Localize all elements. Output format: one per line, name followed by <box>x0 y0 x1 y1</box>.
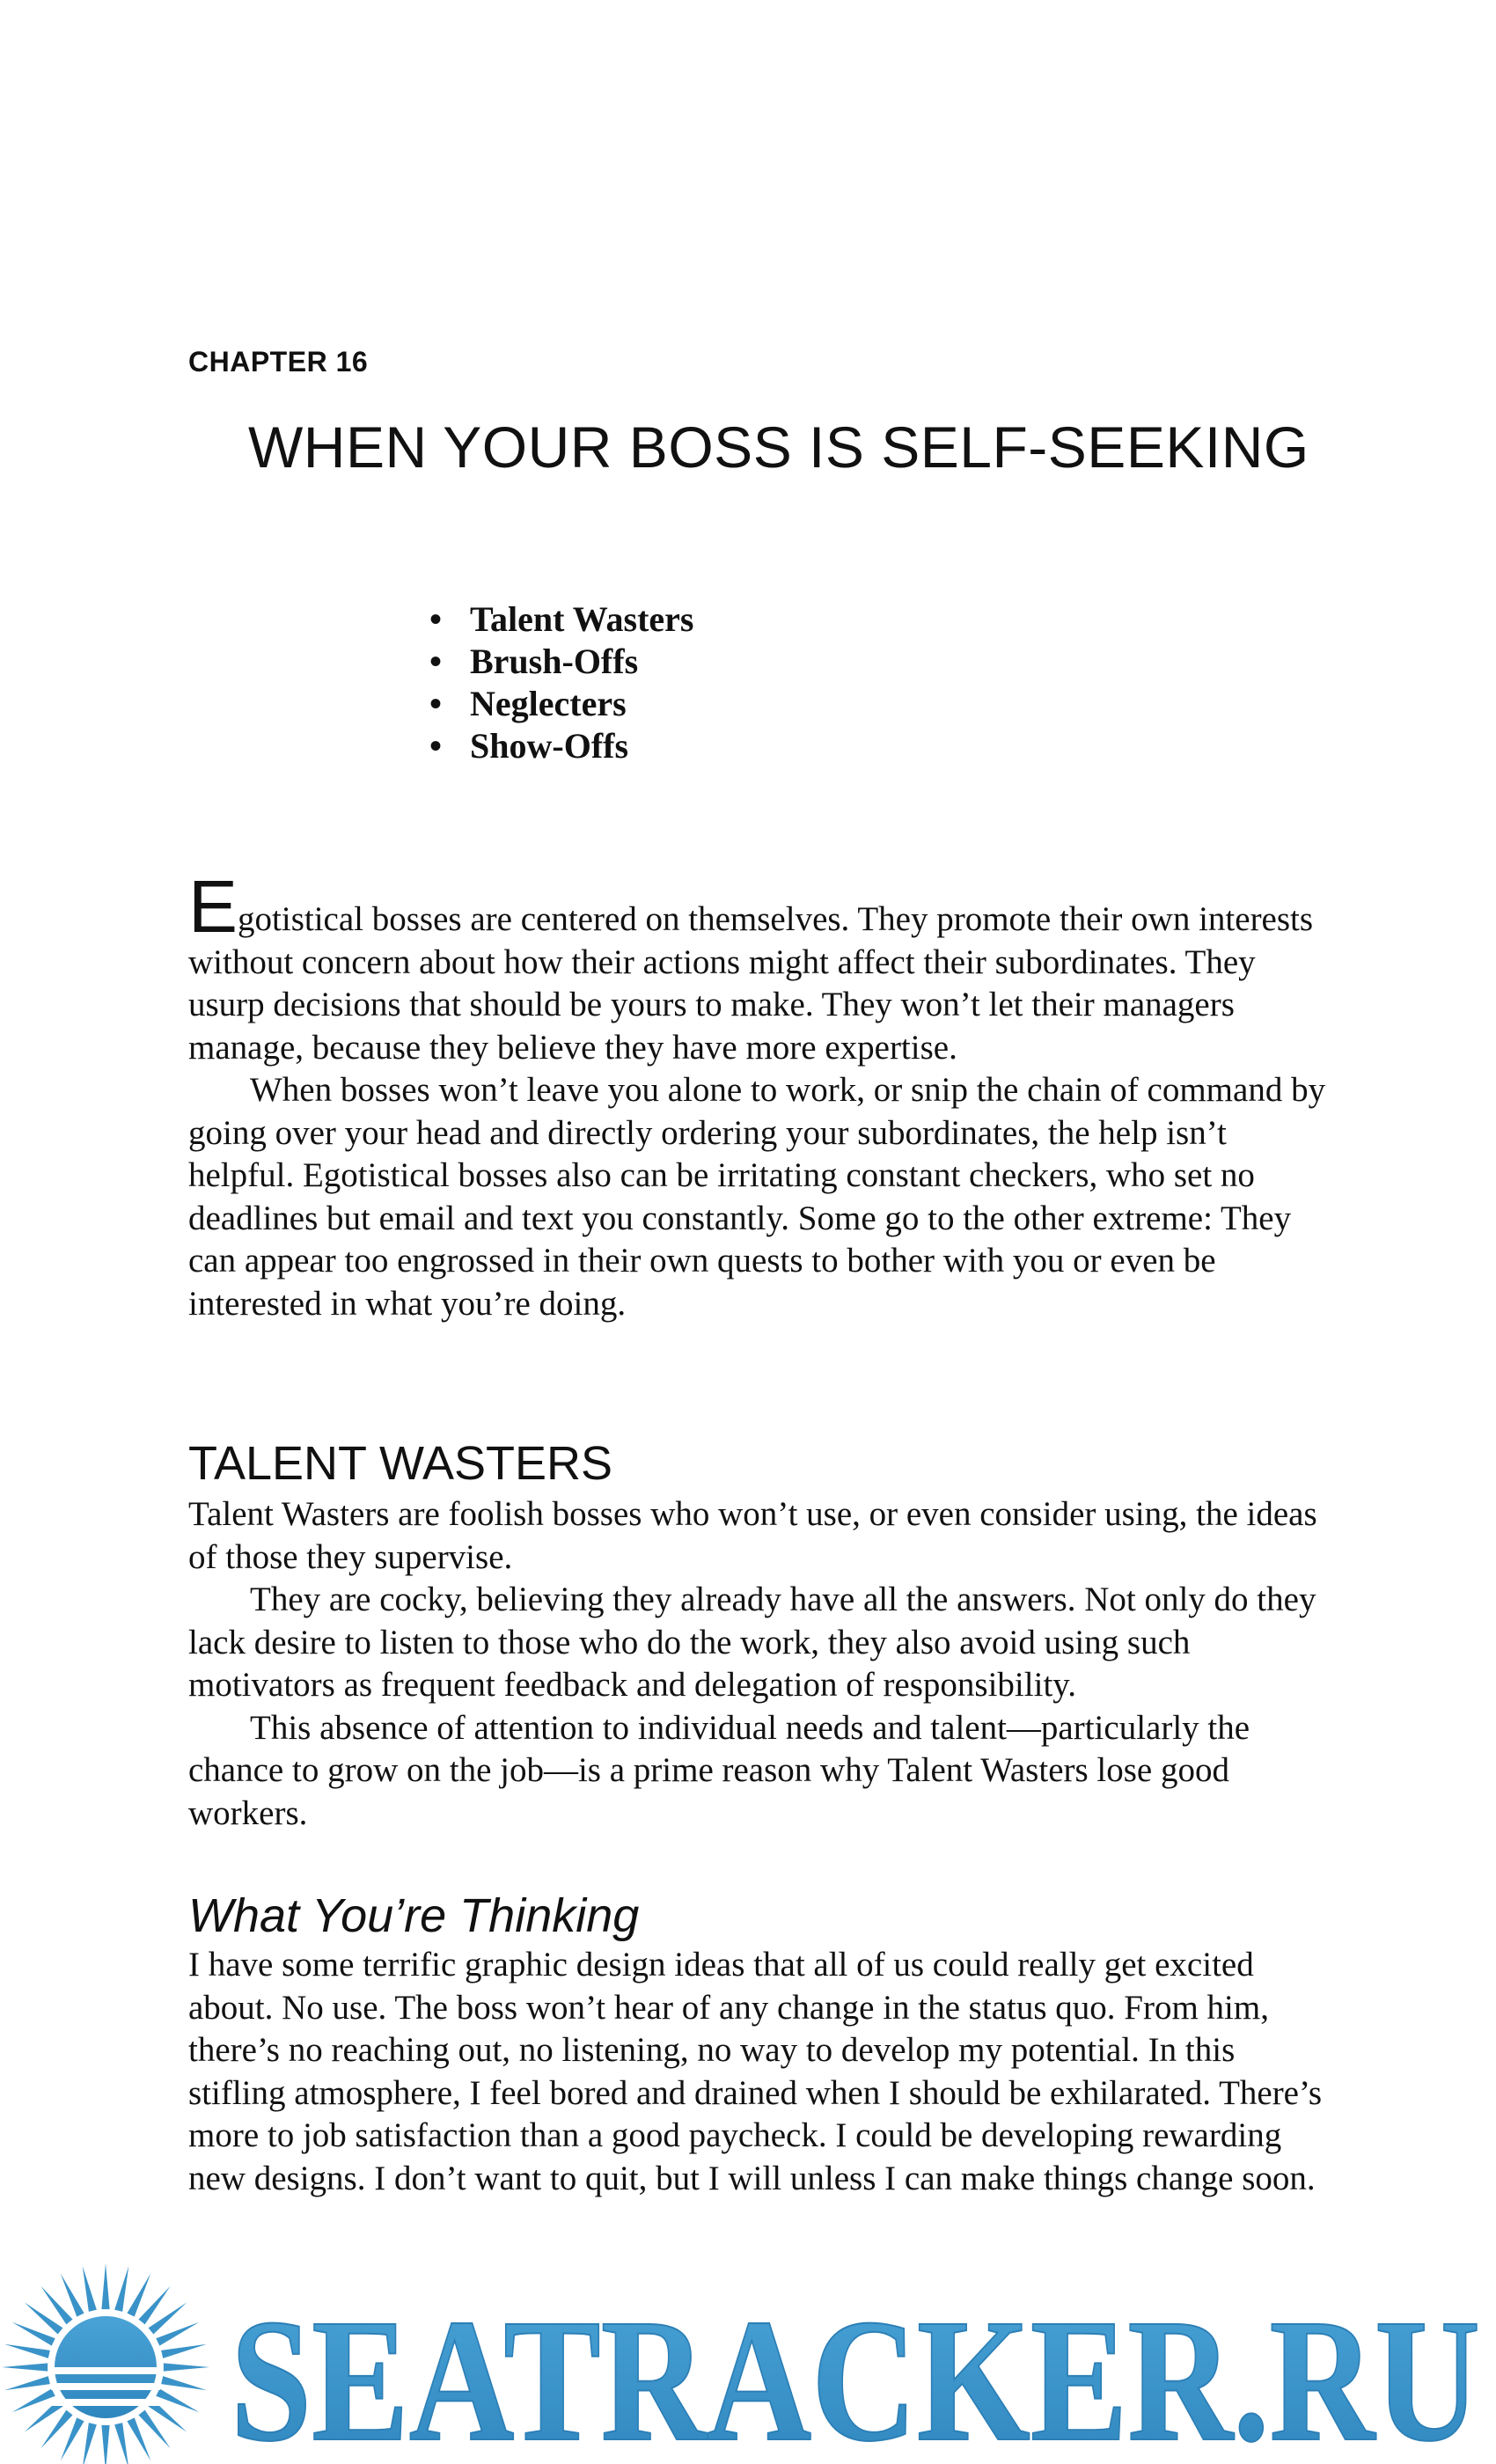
topic-label: Brush-Offs <box>470 642 639 681</box>
sun-ray <box>83 2266 97 2312</box>
watermark-text: SEATRACKER.RU <box>231 2284 1480 2464</box>
sun-ray <box>101 2263 109 2309</box>
topic-item <box>429 641 693 683</box>
topic-item <box>429 725 693 767</box>
section-heading-thinking: What You’re Thinking <box>188 1889 640 1942</box>
topic-label: Neglecters <box>470 684 627 723</box>
sun-ray <box>156 2322 199 2346</box>
bullet-icon: • <box>429 642 443 681</box>
sun-ray <box>61 2417 84 2460</box>
chapter-label: CHAPTER 16 <box>188 346 369 378</box>
topic-label: Show-Offs <box>470 726 629 766</box>
sun-ray <box>4 2344 50 2358</box>
sun-ray <box>127 2417 150 2460</box>
thinking-section <box>188 1944 1332 2200</box>
sun-icon <box>2 2263 209 2464</box>
sun-ray <box>161 2376 207 2390</box>
intro-paragraph <box>188 865 1332 1069</box>
intro-section <box>188 865 1332 1325</box>
sun-ray <box>127 2274 150 2317</box>
chapter-title: WHEN YOUR BOSS IS SELF-SEEKING <box>248 414 1309 480</box>
sun-ray <box>101 2425 109 2464</box>
bullet-icon: • <box>429 599 443 639</box>
thinking-paragraph: I have some terrific graphic design ideas that all of us could really get excited about. No use. The boss won’t hear of any change in the status quo. From him, there’s no reaching out, no listening, no way to develop my potential. In this stifling atmosphere, I feel bored and drained when I should be exhilarated. There’s more to job satisfaction than a good paycheck. I could be developing rewarding new designs. I don’t want to quit, but I will unless I can make things change soon. <box>188 1946 1323 2197</box>
drop-cap: E <box>188 865 238 948</box>
sun-ray <box>12 2388 55 2412</box>
intro-paragraph-text: gotistical bosses are centered on themselves. They promote their own interests without concern about how their actions might affect their subordinates. They usurp decisions that should be yours to make. They won’t let their managers manage, because they believe they have more expertise. <box>188 900 1314 1067</box>
talent-paragraph-2: They are cocky, believing they already have all the answers. Not only do they lack desire to listen to those who do the work, they also avoid using such motivators as frequent feedback and delegation of responsibility. <box>188 1580 1316 1704</box>
sun-ray <box>164 2363 209 2371</box>
sun-ray <box>161 2344 207 2358</box>
topic-label: Talent Wasters <box>470 599 694 639</box>
sun-ray <box>61 2274 84 2317</box>
talent-paragraph-3: This absence of attention to individual needs and talent—particularly the chance to grow on the job—is a prime reason why Talent Wasters lose good workers. <box>188 1708 1250 1832</box>
talent-wasters-section <box>188 1493 1332 1835</box>
sun-ray <box>83 2423 97 2464</box>
bullet-icon: • <box>429 726 443 766</box>
sun-ray <box>156 2388 199 2412</box>
sun-ray <box>114 2423 128 2464</box>
sun-ray <box>4 2376 50 2390</box>
sun-ray <box>114 2266 128 2312</box>
sun-ray <box>2 2363 48 2371</box>
intro-paragraph-2: When bosses won’t leave you alone to work, or snip the chain of command by going over your head and directly ordering your subordinates, the help isn’t helpful. Egotistical bosses also can be irritating constant checkers, who set no deadlines but email and text you constantly. Some go to the other extreme: They can appear too engrossed in their own quests to bother with you or even be interested in what you’re doing. <box>188 1071 1326 1323</box>
section-heading-talent-wasters: TALENT WASTERS <box>188 1437 613 1490</box>
sun-ray <box>12 2322 55 2346</box>
talent-paragraph-1: Talent Wasters are foolish bosses who won’t use, or even consider using, the ideas of those they supervise. <box>188 1495 1317 1576</box>
bullet-icon: • <box>429 684 443 723</box>
watermark <box>0 2235 1496 2464</box>
topic-item <box>429 683 693 725</box>
topic-item <box>429 598 693 641</box>
topic-list <box>429 598 693 767</box>
